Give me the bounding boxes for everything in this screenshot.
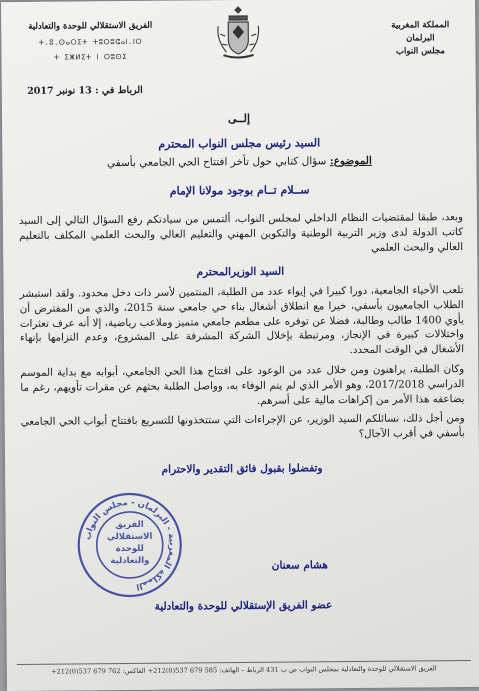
stamp-line-1: الفريق — [115, 519, 144, 531]
header-right-line-1: المملكة المغربية — [391, 20, 450, 31]
body-paragraph-2: وكان الطلبة، يراهنون ومن خلال عدد من الوعود على افتتاح هذا الحي الجامعي، أبوابه مع بداية الموسم الدراسي 2017/2018، وهو الأمر الذي لم يتم الوفاء به، وواصل الطلبة بحثهم عن مقرات تأويهم، رغم ما يضاعفه هذا الأمر من إكراهات مالية على أسرهم. — [20, 363, 465, 407]
subject-label: الموضوع: — [329, 154, 372, 168]
signatory-title: عضو الفريق الإستقلالي للوحدة والتعادلية — [154, 599, 333, 613]
header-right-line-2: البرلمان — [406, 33, 435, 44]
minister-salutation: السيد الوزيرالمحترم — [196, 265, 285, 279]
to-label: إلــى — [227, 111, 251, 126]
coat-of-arms-emblem — [214, 4, 262, 60]
official-stamp — [75, 491, 184, 600]
header-left-tifinagh-1: ⵜ.ⵓ.ⵙⴰⵔⵉⵜ ⵜⵓⵔⵓⵛⴰⵏ.ⵏⵔ — [38, 37, 143, 47]
stamp-inner — [98, 519, 162, 568]
subject-text: سؤال كتابي حول تأخر افتتاح الحي الجامعي بأسفي — [106, 155, 327, 170]
stamp-line-3: للوحدة — [115, 543, 144, 555]
letter-date: الرباط في : 13 نونبر 2017 — [27, 84, 143, 97]
closing-line: وتفضلوا بقبول فائق التقدير والاحترام — [161, 462, 323, 476]
stamp-line-4: والتعادلية — [110, 555, 150, 567]
header-left — [15, 21, 165, 64]
header-right — [375, 20, 465, 58]
body-paragraph-3: ومن أجل ذلك، نسائلكم السيد الوزير، عن الإجراءات التي ستتخذونها للتسريع بافتتاح أبواب الحي الجامعي بأسفي في أقرب الآجال؟ — [20, 412, 465, 440]
header-left-group-name: الفريق الاستقلالي للوحدة والتعادلية — [28, 20, 153, 32]
body-paragraph-1: تلعب الأحياء الجامعية، دورا كبيرا في إيواء عدد من الطلبة، المنتمين لأسر ذات دخل محدود. ولقد استبشر الطلاب الجامعيون بأسفي، خيرا مع انطلاق أشغال بناء حي جامعي سنة 2015، والذي من المفترض أن يأوي 1400 طالب وطالبة، فضلا عن توفره على مطعم جامعي متميز وملاعب رياضية، إلا أنه عرف تعثرات واختلالات كبيرة في الإنجاز، ومرتبطة بإخلال الشركة المشرفة على المشروع، وعدم التزامها بإنهاء الأشغال في الوقت المحدد. — [19, 284, 465, 357]
recipient: السيد رئيس مجلس النواب المحترم — [158, 136, 321, 151]
intro-paragraph: وبعد، طبقا لمقتضيات النظام الداخلي لمجلس النواب، ألتمس من سيادتكم رفع السؤال التالي إلى السيد كاتب الدولة لدى وزير التربية الوطنية والتكوين المهني والتعليم العالي والبحث العلمي المكلف بالتعليم العالي والبحث العلمي — [18, 211, 464, 254]
stamp-line-2: الاستقلالي — [106, 531, 153, 543]
letter-page — [1, 0, 479, 691]
header-left-tifinagh-2: ⵜ ⵉⵥⵍⵉⵜ ⵏ ⵔⵓⵙⵉ — [53, 52, 128, 62]
signatory-name: هشام سعنان — [271, 559, 328, 572]
greeting: ســلام تــام بوجود مولانا الإمام — [169, 183, 310, 198]
stamp-outer-text: المملكة المغربية - البرلمان - مجلس النواب — [82, 497, 177, 592]
subject-line — [2, 154, 476, 170]
footer-contact: الفريق الاستقلالي للوحدة والتعادلية بمجلس النواب ص ب 431 الرباط – الهاتف: 585 679 537(0)212+ الفاكس: 762 679 537(0)212+ — [51, 664, 437, 676]
header-right-line-3: مجلس النواب — [395, 46, 445, 57]
